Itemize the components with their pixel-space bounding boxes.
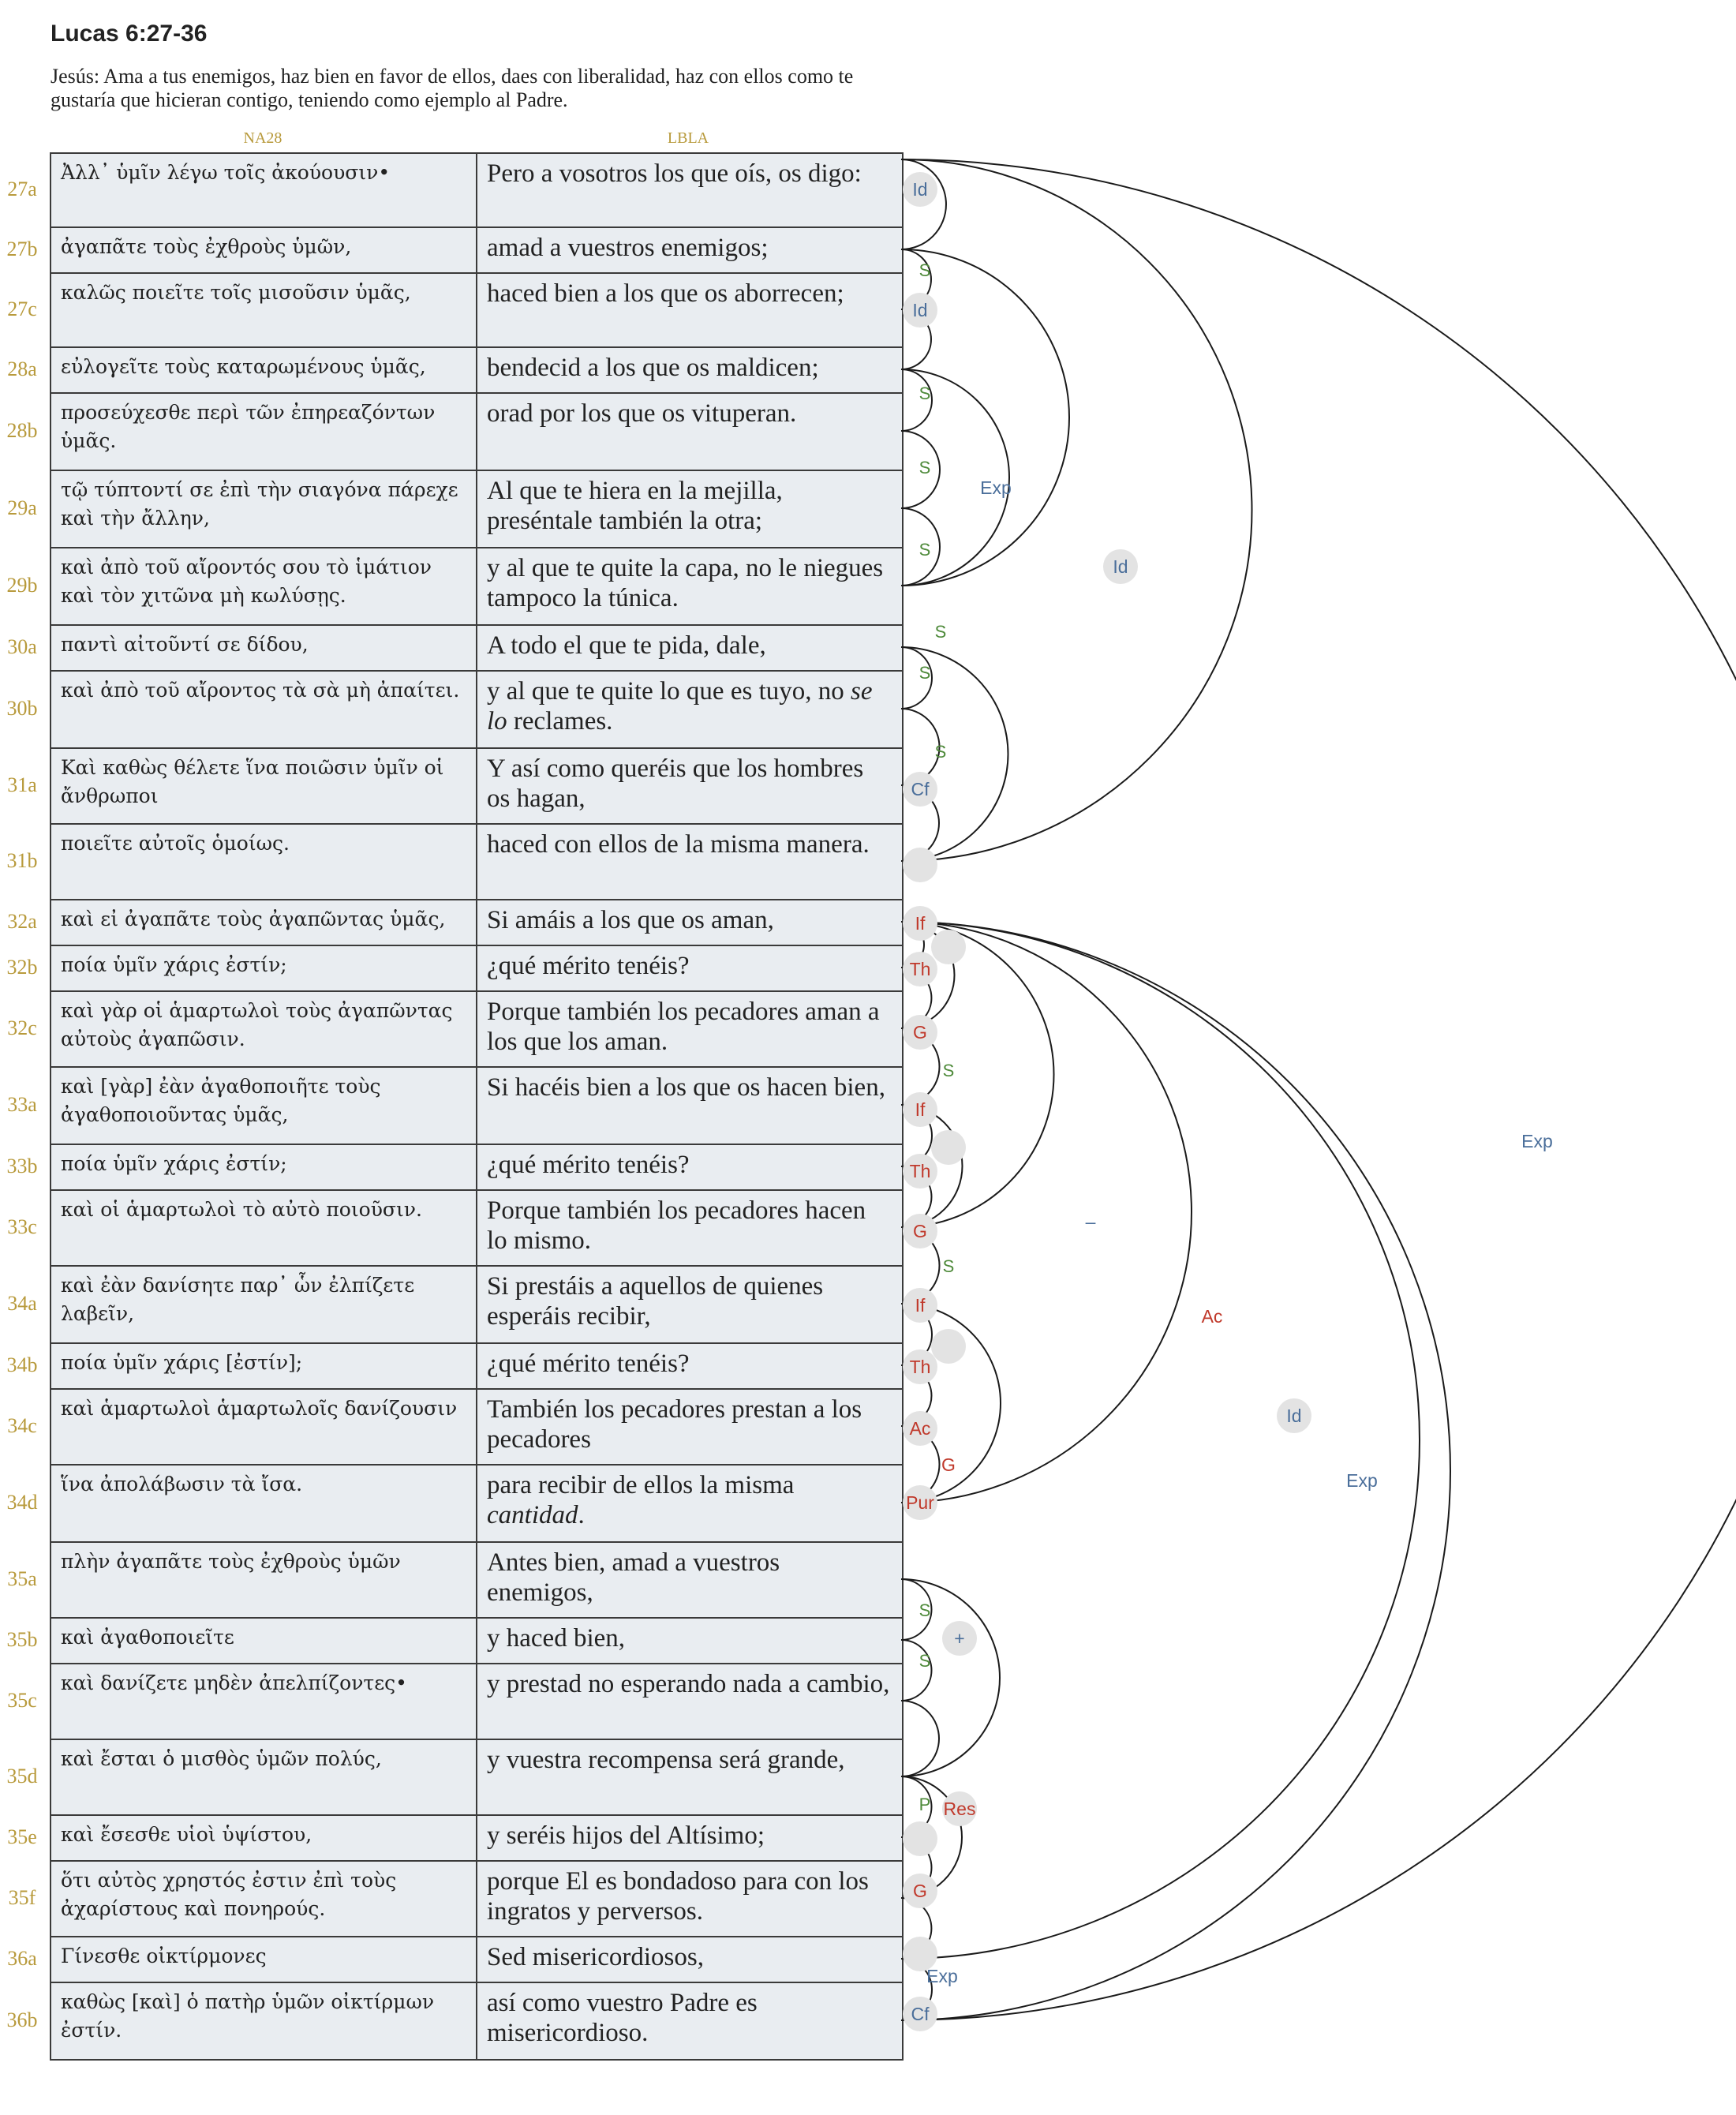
- greek-text: καὶ ἁμαρτωλοὶ ἁμαρτωλοῖς δανίζουσιν: [51, 1389, 477, 1465]
- spanish-text: [477, 1465, 903, 1542]
- spanish-text-part: para recibir de ellos la misma: [487, 1471, 795, 1499]
- verse-ref: 33b: [6, 1155, 38, 1177]
- verse-row: [51, 1618, 903, 1664]
- relation-label[interactable]: S: [919, 1651, 931, 1671]
- relation-label[interactable]: Exp: [1521, 1131, 1553, 1151]
- greek-text: παντὶ αἰτοῦντί σε δίδου,: [51, 625, 477, 671]
- verse-row: [51, 1144, 903, 1190]
- relation-node[interactable]: [931, 930, 966, 964]
- spanish-text: y seréis hijos del Altísimo;: [477, 1815, 903, 1861]
- verse-ref: 36b: [6, 2008, 38, 2031]
- relation-label[interactable]: Id: [1113, 556, 1128, 577]
- spanish-text: ¿qué mérito tenéis?: [477, 1343, 903, 1389]
- verse-row: [51, 1861, 903, 1937]
- verse-ref: 27b: [6, 238, 38, 260]
- verse-row: [51, 900, 903, 945]
- greek-text: ποία ὑμῖν χάρις [ἐστίν];: [51, 1343, 477, 1389]
- spanish-text: A todo el que te pida, dale,: [477, 625, 903, 671]
- spanish-text-part: reclames.: [507, 707, 613, 736]
- greek-text: καὶ ἔσεσθε υἱοὶ ὑψίστου,: [51, 1815, 477, 1861]
- spanish-text: Pero a vosotros los que oís, os digo:: [477, 153, 903, 227]
- verse-ref: 29b: [6, 574, 38, 597]
- relation-label[interactable]: Th: [909, 959, 931, 979]
- relation-label[interactable]: Cf: [911, 779, 930, 799]
- relationship-arc: [901, 159, 1736, 2020]
- verse-row: [51, 227, 903, 273]
- relation-label[interactable]: S: [934, 622, 947, 642]
- spanish-text: amad a vuestros enemigos;: [477, 227, 903, 273]
- verse-row: [51, 824, 903, 900]
- spanish-text: bendecid a los que os maldicen;: [477, 347, 903, 393]
- verse-ref: 33a: [7, 1093, 37, 1116]
- passage-table: [50, 152, 904, 2061]
- relation-label[interactable]: Ac: [909, 1418, 931, 1439]
- relation-label[interactable]: S: [919, 260, 931, 280]
- spanish-text: y vuestra recompensa será grande,: [477, 1739, 903, 1815]
- relation-label[interactable]: S: [934, 742, 947, 762]
- relationship-arc: [901, 922, 1420, 1959]
- relation-label[interactable]: Th: [909, 1161, 931, 1181]
- relationship-arc: [901, 1579, 1000, 1776]
- greek-text: καὶ ἀπὸ τοῦ αἴροντός σου τὸ ἱμάτιον καὶ τὸν χιτῶνα μὴ κωλύσῃς.: [51, 548, 477, 625]
- spanish-text: Si prestáis a aquellos de quienes esperáis recibir,: [477, 1266, 903, 1343]
- verse-ref: 36a: [7, 1947, 37, 1970]
- verse-row: [51, 991, 903, 1067]
- spanish-text: Porque también los pecadores hacen lo mismo.: [477, 1190, 903, 1266]
- verse-ref: 32c: [7, 1016, 37, 1039]
- spanish-text: Antes bien, amad a vuestros enemigos,: [477, 1542, 903, 1618]
- verse-row: [51, 1542, 903, 1618]
- verse-row: [51, 1664, 903, 1739]
- spanish-text: Sed misericordiosos,: [477, 1937, 903, 1982]
- relation-label[interactable]: S: [919, 384, 931, 403]
- relation-label[interactable]: Exp: [980, 477, 1012, 498]
- relation-label[interactable]: S: [919, 540, 931, 560]
- relation-label[interactable]: S: [942, 1061, 955, 1080]
- verse-ref: 34d: [6, 1491, 38, 1514]
- relation-label[interactable]: Th: [909, 1357, 931, 1377]
- verse-row: [51, 625, 903, 671]
- column-header-greek: NA28: [243, 129, 282, 147]
- verse-row: [51, 1815, 903, 1861]
- verse-row: [51, 347, 903, 393]
- verse-ref: 34a: [7, 1292, 37, 1315]
- verse-row: [51, 1266, 903, 1343]
- verse-ref: 34b: [6, 1353, 38, 1376]
- greek-text: εὐλογεῖτε τοὺς καταρωμένους ὑμᾶς,: [51, 347, 477, 393]
- verse-ref: 27a: [7, 178, 37, 200]
- verse-row: [51, 470, 903, 548]
- relation-label[interactable]: S: [919, 1600, 931, 1620]
- verse-ref: 31b: [6, 849, 38, 872]
- verse-ref: 35f: [8, 1886, 36, 1909]
- greek-text: πλὴν ἀγαπᾶτε τοὺς ἐχθροὺς ὑμῶν: [51, 1542, 477, 1618]
- relation-label[interactable]: Cf: [911, 2004, 930, 2024]
- verse-ref: 27c: [7, 298, 37, 320]
- column-header-spanish: LBLA: [667, 129, 709, 147]
- verse-ref: 33c: [7, 1215, 37, 1238]
- verse-row: [51, 1982, 903, 2060]
- verse-row: [51, 1389, 903, 1465]
- verse-row: [51, 548, 903, 625]
- greek-text: ποιεῖτε αὐτοῖς ὁμοίως.: [51, 824, 477, 900]
- greek-text: καὶ γὰρ οἱ ἁμαρτωλοὶ τοὺς ἀγαπῶντας αὐτοὺς ἀγαπῶσιν.: [51, 991, 477, 1067]
- passage-summary: Jesús: Ama a tus enemigos, haz bien en favor de ellos, daes con liberalidad, haz con ellos como te gustaría que hicieran contigo, teniendo como ejemplo al Padre.: [51, 65, 854, 111]
- spanish-text: Si amáis a los que os aman,: [477, 900, 903, 945]
- verse-ref: 35c: [7, 1689, 37, 1712]
- verse-row: [51, 1739, 903, 1815]
- spanish-text: y haced bien,: [477, 1618, 903, 1664]
- relation-label[interactable]: Res: [943, 1799, 976, 1819]
- spanish-text: También los pecadores prestan a los pecadores: [477, 1389, 903, 1465]
- relation-label[interactable]: G: [913, 1022, 927, 1043]
- spanish-text: y prestad no esperando nada a cambio,: [477, 1664, 903, 1739]
- relation-label[interactable]: Pur: [906, 1492, 934, 1513]
- spanish-text: así como vuestro Padre es misericordioso.: [477, 1982, 903, 2060]
- spanish-text-part: y al que te quite lo que es tuyo, no: [487, 677, 851, 706]
- relation-node[interactable]: [903, 1821, 937, 1856]
- greek-text: προσεύχεσθε περὶ τῶν ἐπηρεαζόντων ὑμᾶς.: [51, 393, 477, 470]
- verse-row: [51, 393, 903, 470]
- relationship-arc: [901, 922, 1192, 1503]
- verse-row: [51, 1937, 903, 1982]
- verse-row: [51, 1190, 903, 1266]
- greek-text: καλῶς ποιεῖτε τοῖς μισοῦσιν ὑμᾶς,: [51, 273, 477, 347]
- greek-text: τῷ τύπτοντί σε ἐπὶ τὴν σιαγόνα πάρεχε καὶ τὴν ἄλλην,: [51, 470, 477, 548]
- spanish-text: Al que te hiera en la mejilla, preséntale también la otra;: [477, 470, 903, 548]
- relation-node[interactable]: [931, 1329, 966, 1364]
- verse-row: [51, 1465, 903, 1542]
- spanish-text: y al que te quite la capa, no le niegues tampoco la túnica.: [477, 548, 903, 625]
- relation-label[interactable]: Exp: [926, 1966, 958, 1986]
- greek-text: καὶ ἔσται ὁ μισθὸς ὑμῶν πολύς,: [51, 1739, 477, 1815]
- verse-ref: 35d: [6, 1765, 38, 1787]
- relation-label[interactable]: P: [919, 1795, 931, 1814]
- greek-text: ἀγαπᾶτε τοὺς ἐχθροὺς ὑμῶν,: [51, 227, 477, 273]
- spanish-text: haced con ellos de la misma manera.: [477, 824, 903, 900]
- greek-text: Γίνεσθε οἰκτίρμονες: [51, 1937, 477, 1982]
- spanish-text: ¿qué mérito tenéis?: [477, 1144, 903, 1190]
- relation-label[interactable]: Id: [912, 179, 928, 200]
- relation-label[interactable]: +: [954, 1628, 965, 1649]
- verse-ref: 30a: [7, 635, 37, 658]
- verse-row: [51, 671, 903, 748]
- relation-label[interactable]: S: [919, 458, 931, 477]
- greek-text: ὅτι αὐτὸς χρηστός ἐστιν ἐπὶ τοὺς ἀχαρίστους καὶ πονηρούς.: [51, 1861, 477, 1937]
- relation-label[interactable]: Id: [1286, 1406, 1302, 1426]
- greek-text: ποία ὑμῖν χάρις ἐστίν;: [51, 1144, 477, 1190]
- relation-node[interactable]: [931, 1130, 966, 1165]
- relation-node[interactable]: [903, 848, 937, 882]
- relation-label[interactable]: If: [915, 913, 926, 934]
- verse-ref: 28b: [6, 419, 38, 442]
- verse-ref: 28a: [7, 357, 37, 380]
- verse-row: [51, 748, 903, 824]
- spanish-supplied-words: se lo: [487, 677, 873, 736]
- verse-ref: 32b: [6, 956, 38, 979]
- spanish-text: Si hacéis bien a los que os hacen bien,: [477, 1067, 903, 1144]
- relation-label[interactable]: S: [942, 1256, 955, 1276]
- verse-ref: 32a: [7, 910, 37, 933]
- greek-text: καὶ ἐὰν δανίσητε παρ᾽ ὧν ἐλπίζετε λαβεῖν,: [51, 1266, 477, 1343]
- spanish-text: orad por los que os vituperan.: [477, 393, 903, 470]
- spanish-text: ¿qué mérito tenéis?: [477, 945, 903, 991]
- page-title: Lucas 6:27-36: [51, 21, 208, 47]
- greek-text: ποία ὑμῖν χάρις ἐστίν;: [51, 945, 477, 991]
- relation-label[interactable]: Id: [912, 300, 928, 320]
- verse-ref: 35b: [6, 1628, 38, 1651]
- relation-label[interactable]: G: [941, 1454, 956, 1475]
- verse-ref: 30b: [6, 697, 38, 720]
- greek-text: καὶ [γὰρ] ἐὰν ἀγαθοποιῆτε τοὺς ἀγαθοποιοῦντας ὑμᾶς,: [51, 1067, 477, 1144]
- spanish-text-part: .: [578, 1501, 585, 1529]
- relation-label[interactable]: Ac: [1201, 1306, 1223, 1327]
- greek-text: καὶ εἰ ἀγαπᾶτε τοὺς ἀγαπῶντας ὑμᾶς,: [51, 900, 477, 945]
- spanish-text: Porque también los pecadores aman a los que los aman.: [477, 991, 903, 1067]
- relation-label[interactable]: S: [919, 663, 931, 683]
- relation-label[interactable]: G: [913, 1221, 927, 1241]
- relationship-arc: [901, 647, 1008, 861]
- greek-text: Ἀλλ᾽ ὑμῖν λέγω τοῖς ἀκούουσιν•: [51, 153, 477, 227]
- relationship-arc: [901, 1701, 939, 1776]
- verse-ref: 31a: [7, 773, 37, 796]
- spanish-supplied-words: cantidad: [487, 1501, 578, 1529]
- spanish-text: porque El es bondadoso para con los ingratos y perversos.: [477, 1861, 903, 1937]
- verse-row: [51, 153, 903, 227]
- relationship-arc: [901, 159, 1252, 861]
- verse-ref: 35a: [7, 1567, 37, 1590]
- relation-label[interactable]: If: [915, 1295, 926, 1316]
- spanish-text: haced bien a los que os aborrecen;: [477, 273, 903, 347]
- verse-row: [51, 1067, 903, 1144]
- greek-text: καὶ ἀγαθοποιεῖτε: [51, 1618, 477, 1664]
- relation-label[interactable]: Exp: [1346, 1470, 1378, 1491]
- verse-row: [51, 273, 903, 347]
- greek-text: Καὶ καθὼς θέλετε ἵνα ποιῶσιν ὑμῖν οἱ ἄνθρωποι: [51, 748, 477, 824]
- greek-text: καὶ δανίζετε μηδὲν ἀπελπίζοντες•: [51, 1664, 477, 1739]
- relation-label[interactable]: If: [915, 1099, 926, 1120]
- verse-ref: 34c: [7, 1414, 37, 1437]
- verse-ref: 35e: [7, 1825, 37, 1848]
- greek-text: ἵνα ἀπολάβωσιν τὰ ἴσα.: [51, 1465, 477, 1542]
- verse-row: [51, 945, 903, 991]
- relation-label[interactable]: G: [913, 1881, 927, 1901]
- spanish-text: Y así como queréis que los hombres os hagan,: [477, 748, 903, 824]
- verse-row: [51, 1343, 903, 1389]
- relation-label[interactable]: –: [1085, 1211, 1096, 1232]
- greek-text: καθὼς [καὶ] ὁ πατὴρ ὑμῶν οἰκτίρμων ἐστίν.: [51, 1982, 477, 2060]
- spanish-text: [477, 671, 903, 748]
- greek-text: καὶ ἀπὸ τοῦ αἴροντος τὰ σὰ μὴ ἀπαίτει.: [51, 671, 477, 748]
- greek-text: καὶ οἱ ἁμαρτωλοὶ τὸ αὐτὸ ποιοῦσιν.: [51, 1190, 477, 1266]
- verse-ref: 29a: [7, 496, 37, 519]
